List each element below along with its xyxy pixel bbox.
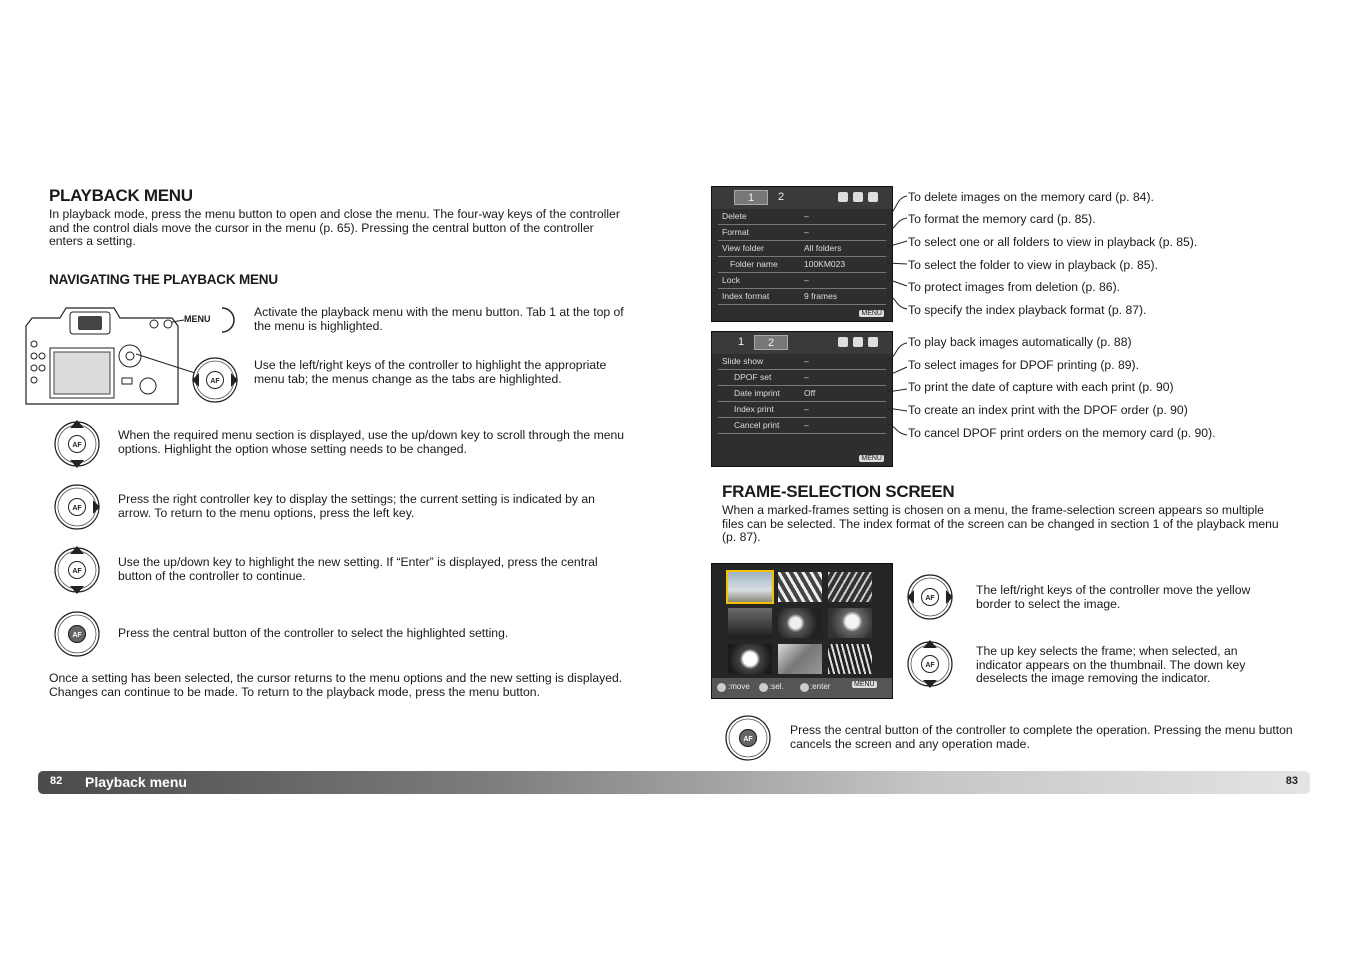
frame-bar-enter: :enter	[810, 682, 831, 691]
svg-text:AF: AF	[72, 632, 82, 639]
frame-selection-screen	[711, 563, 893, 699]
left-right-key-icon	[717, 683, 726, 692]
menu-row-slide-show: Slide show –	[718, 354, 886, 370]
menu-row-view-folder: View folder All folders	[718, 241, 886, 257]
callout-index-format: To specify the index playback format (p. 87).	[908, 303, 1147, 317]
frame-bar-sel: :sel.	[769, 682, 784, 691]
step-3-text: When the required menu section is displayed, use the up/down key to scroll through the menu options. Highlight the option whose setting needs to be changed.	[118, 428, 625, 456]
up-down-key-icon	[759, 683, 768, 692]
controller-left-right-icon	[191, 356, 239, 404]
callout-delete: To delete images on the memory card (p. 84).	[908, 190, 1154, 204]
tab-2: 2	[754, 335, 788, 350]
frame-step-1-text: The left/right keys of the controller move the yellow border to select the image.	[976, 583, 1251, 611]
tab-2: 2	[777, 191, 785, 203]
tab-1: 1	[737, 336, 745, 348]
menu-button-glyph: MENU	[861, 455, 882, 462]
thumbnail-2	[778, 572, 822, 602]
frame-selection-title: FRAME-SELECTION SCREEN	[722, 482, 955, 501]
thumbnail-6	[828, 608, 872, 638]
frame-bar-menu: MENU	[854, 681, 875, 688]
footer-bar	[38, 771, 1310, 794]
page-number-left: 82	[50, 775, 63, 787]
controller-up-down-icon	[53, 420, 101, 468]
step-6-text: Press the central button of the controller to select the highlighted setting.	[118, 626, 509, 640]
thumbnail-9	[828, 644, 872, 674]
tab-1: 1	[734, 190, 768, 205]
step-1-text: Activate the playback menu with the menu button. Tab 1 at the top of the menu is highlighted.	[254, 305, 624, 333]
wrench-icon	[868, 192, 878, 202]
thumbnail-1	[728, 572, 772, 602]
frame-bar-move: :move	[728, 682, 750, 691]
controller-center-button-icon-2	[724, 714, 772, 762]
menu-row-dpof-set: DPOF set –	[718, 370, 886, 386]
callout-lock: To protect images from deletion (p. 86).	[908, 280, 1121, 294]
callout-dpof-set: To select images for DPOF printing (p. 89).	[908, 358, 1139, 372]
page-title: PLAYBACK MENU	[49, 186, 193, 205]
menu-row-cancel-print: Cancel print –	[718, 418, 886, 434]
callout-folder-name: To select the folder to view in playback (p. 85).	[908, 258, 1158, 272]
menu-button-glyph: MENU	[861, 310, 882, 317]
menu-row-format: Format –	[718, 225, 886, 241]
callout-date-imprint: To print the date of capture with each print (p. 90)	[908, 380, 1174, 394]
playback-menu-tab1-screen	[711, 186, 893, 322]
thumbnail-3	[828, 572, 872, 602]
step-4-text: Press the right controller key to display the settings; the current setting is indicated by an arrow. To return to the menu options, press the left key.	[118, 492, 595, 520]
callout-format: To format the memory card (p. 85).	[908, 212, 1096, 226]
page-number-right: 83	[1285, 775, 1298, 787]
playback-menu-tab2-screen	[711, 331, 893, 467]
callout-index-print: To create an index print with the DPOF order (p. 90)	[908, 403, 1188, 417]
thumbnail-4	[728, 608, 772, 638]
gear-icon	[853, 337, 863, 347]
controller-left-right-icon-2	[906, 573, 954, 621]
gear-icon	[853, 192, 863, 202]
thumbnail-8	[778, 644, 822, 674]
frame-step-2-text: The up key selects the frame; when selected, an indicator appears on the thumbnail. The down key deselects the image removing the indicator.	[976, 644, 1246, 686]
controller-right-key-icon	[53, 483, 101, 531]
frame-selection-intro: When a marked-frames setting is chosen on a menu, the frame-selection screen appears so multiple files can be selected. The index format of the screen can be changed in section 1 of the playback menu (p. 87).	[722, 503, 1279, 545]
menu-row-delete: Delete –	[718, 209, 886, 225]
callout-slide-show: To play back images automatically (p. 88)	[908, 335, 1132, 349]
svg-text:AF: AF	[743, 736, 753, 743]
intro-text: In playback mode, press the menu button to open and close the menu. The four-way keys of the controller and the control dials move the cursor in the menu (p. 65). Pressing the central button of the controller enters a setting.	[49, 207, 620, 249]
center-key-icon	[800, 683, 809, 692]
callout-lines-1	[885, 188, 911, 318]
footer-section-title: Playback menu	[85, 774, 187, 790]
callout-view-folder: To select one or all folders to view in playback (p. 85).	[908, 235, 1198, 249]
closing-text: Once a setting has been selected, the cursor returns to the menu options and the new setting is displayed. Changes can continue to be made. To return to the playback mode, press the menu button.	[49, 671, 623, 699]
callout-cancel-print: To cancel DPOF print orders on the memory card (p. 90).	[908, 426, 1216, 440]
controller-center-button-icon	[53, 610, 101, 658]
menu-button-label: MENU	[184, 314, 211, 324]
thumbnail-5	[778, 608, 822, 638]
camera-icon	[838, 337, 848, 347]
controller-up-down-icon-3	[906, 640, 954, 688]
thumbnail-7	[728, 644, 772, 674]
menu-row-index-print: Index print –	[718, 402, 886, 418]
wrench-icon	[868, 337, 878, 347]
frame-nav-bar	[712, 678, 892, 698]
step-2-text: Use the left/right keys of the controller to highlight the appropriate menu tab; the menus change as the tabs are highlighted.	[254, 358, 607, 386]
step-5-text: Use the up/down key to highlight the new setting. If “Enter” is displayed, press the central button of the controller to continue.	[118, 555, 598, 583]
menu-row-folder-name: Folder name 100KM023	[718, 257, 886, 273]
camera-icon	[838, 192, 848, 202]
menu-row-index-format: Index format 9 frames	[718, 289, 886, 305]
menu-row-date-imprint: Date imprint Off	[718, 386, 886, 402]
frame-step-3-text: Press the central button of the controller to complete the operation. Pressing the menu button cancels the screen and any operation made.	[790, 723, 1293, 751]
menu-row-lock: Lock –	[718, 273, 886, 289]
controller-up-down-icon-2	[53, 546, 101, 594]
section-subtitle: NAVIGATING THE PLAYBACK MENU	[49, 272, 278, 287]
